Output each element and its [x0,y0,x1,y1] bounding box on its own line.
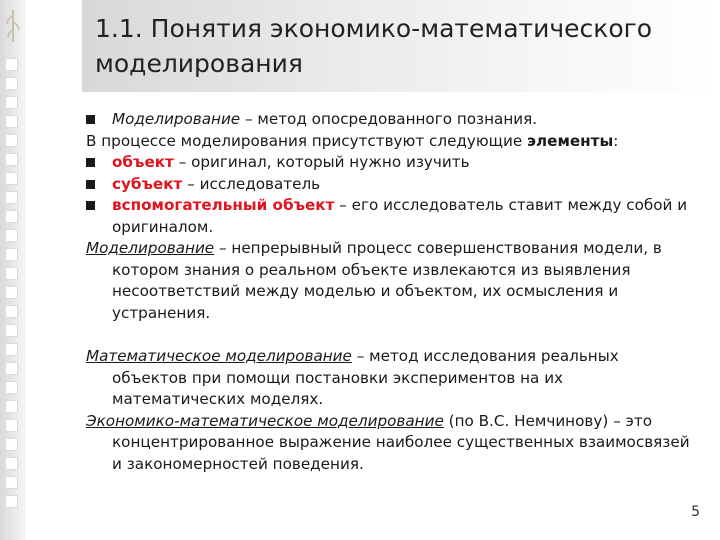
elements-colon: : [613,131,619,150]
decorative-squares [5,58,19,514]
spacer [86,324,696,346]
term-modeling: Моделирование [112,110,241,128]
modeling-process-text: – непрерывный процесс совершенствования модели, в котором знания о реальном объекте извлекаются из выявления несоответствий между моделью и объектом, их осмысления и устранения. [112,239,662,322]
econ-math-modeling-paragraph [86,411,696,476]
bullet-subject [86,174,696,196]
subject-text: – исследователь [182,174,321,193]
bullet-modeling-definition [86,109,696,131]
object-text: – оригинал, который нужно изучить [173,153,470,171]
math-modeling-text: – метод исследования реальных объектов при помощи постановки экспериментов на их математических моделях. [112,347,619,408]
bamboo-logo-icon [4,8,22,44]
bullet-auxiliary-object [86,195,696,238]
auxiliary-object-text: – его исследователь ставит между собой и оригиналом. [112,196,688,236]
slide-title: 1.1. Понятия экономико-математического моделирования [95,14,653,78]
term-math-modeling: Математическое моделирование [86,347,352,365]
term-subject: субъект [112,174,183,193]
elements-intro [86,131,696,153]
bullet-object [86,152,696,174]
bullet-square-icon [86,115,95,124]
term-econ-math-modeling: Экономико-математическое моделирование [86,411,444,430]
term-object: объект [112,153,174,171]
term-modeling-process: Моделирование [86,239,215,257]
elements-word: элементы [527,131,614,150]
bullet-square-icon [86,201,95,210]
modeling-process-paragraph [86,238,696,324]
page-number: 5 [691,504,700,520]
slide-content [86,109,696,475]
left-decorative-strip [0,0,26,540]
term-auxiliary-object: вспомогательный объект [112,196,335,214]
econ-math-modeling-text: (по В.С. Немчинову) – это концентрированное выражение наиболее существенных взаимосвязей и закономерностей поведения. [112,411,690,473]
math-modeling-paragraph [86,346,696,411]
modeling-definition-text: – метод опосредованного познания. [240,110,538,128]
bullet-square-icon [86,180,95,189]
bullet-square-icon [86,158,95,167]
elements-intro-text: В процессе моделирования присутствуют следующие [86,131,528,150]
